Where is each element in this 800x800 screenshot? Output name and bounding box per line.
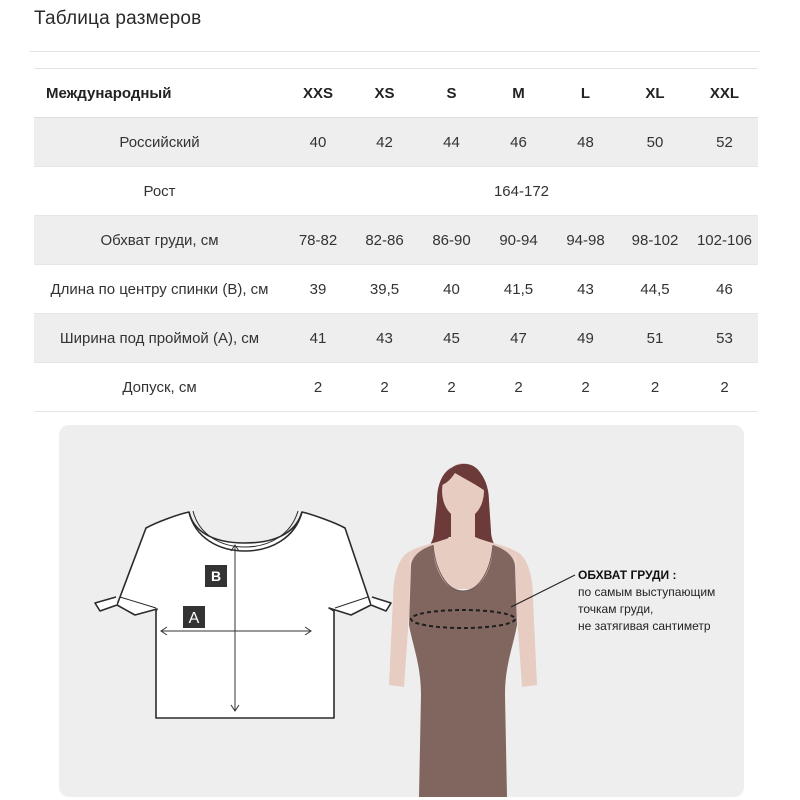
label-b-text: B (210, 568, 222, 584)
table-row-back-length (34, 265, 758, 314)
chest-measure-note (578, 567, 715, 635)
table-cell: 53 (716, 329, 733, 347)
table-cell: 47 (510, 329, 527, 347)
note-line: не затягивая сантиметр (578, 619, 711, 633)
table-cell: 43 (577, 280, 594, 298)
note-line: точкам груди, (578, 602, 654, 616)
row-label: Российский (119, 133, 200, 151)
header-cell-size: XXL (709, 84, 740, 102)
table-cell: 48 (577, 133, 594, 151)
table-cell-merged: 164-172 (493, 182, 550, 200)
table-cell: 45 (443, 329, 460, 347)
table-cell: 78-82 (298, 231, 338, 249)
table-cell: 2 (720, 378, 729, 396)
row-label: Ширина под проймой (А), см (59, 329, 260, 347)
header-cell-size: XS (374, 84, 395, 102)
table-cell: 2 (380, 378, 389, 396)
table-cell: 98-102 (631, 231, 679, 249)
table-row-tolerance (34, 363, 758, 412)
table-cell: 2 (581, 378, 590, 396)
header-cell-size: L (580, 84, 591, 102)
label-a-text: A (188, 610, 200, 627)
table-header-row (34, 69, 758, 118)
table-cell: 52 (716, 133, 733, 151)
table-cell: 2 (650, 378, 660, 396)
woman-figure (389, 463, 575, 797)
row-label: Длина по центру спинки (В), см (50, 280, 269, 298)
table-cell: 44 (443, 133, 460, 151)
table-cell: 46 (716, 280, 733, 298)
table-cell: 46 (510, 133, 527, 151)
table-cell: 39 (309, 280, 327, 298)
row-label: Допуск, см (122, 378, 197, 396)
note-title: ОБХВАТ ГРУДИ : (578, 568, 677, 582)
table-cell: 40 (443, 280, 460, 298)
table-cell: 39,5 (369, 280, 400, 298)
header-cell-size: M (512, 84, 525, 102)
table-cell: 51 (646, 329, 664, 347)
header-cell-international: Международный (46, 84, 172, 102)
table-cell: 2 (514, 378, 523, 396)
table-cell: 44,5 (640, 280, 670, 298)
page-title: Таблица размеров (34, 8, 202, 29)
note-line: по самым выступающим (578, 585, 716, 599)
table-cell: 86-90 (432, 231, 471, 249)
table-row-armhole-width (34, 314, 758, 363)
header-cell-size: XXS (302, 84, 333, 102)
table-cell: 40 (309, 133, 327, 151)
table-cell: 43 (376, 329, 393, 347)
table-cell: 94-98 (566, 231, 605, 249)
title-divider (30, 51, 760, 52)
table-cell: 102-106 (696, 231, 753, 249)
table-row-russian (34, 118, 758, 167)
tshirt-sketch (95, 511, 391, 718)
table-cell: 50 (646, 133, 664, 151)
table-cell: 90-94 (499, 231, 538, 249)
table-cell: 41 (309, 329, 327, 347)
header-cell-size: S (446, 84, 457, 102)
table-cell: 42 (376, 133, 393, 151)
table-cell: 2 (447, 378, 456, 396)
table-cell: 2 (313, 378, 323, 396)
table-row-chest (34, 216, 758, 265)
header-cell-size: XL (645, 84, 665, 102)
row-label: Рост (143, 182, 176, 200)
row-label: Обхват груди, см (100, 231, 219, 249)
table-cell: 82-86 (365, 231, 404, 249)
table-cell: 49 (577, 329, 594, 347)
size-table (34, 68, 758, 412)
measurement-illustration (59, 425, 744, 797)
table-cell: 41,5 (503, 280, 534, 298)
table-row-height (34, 167, 758, 216)
